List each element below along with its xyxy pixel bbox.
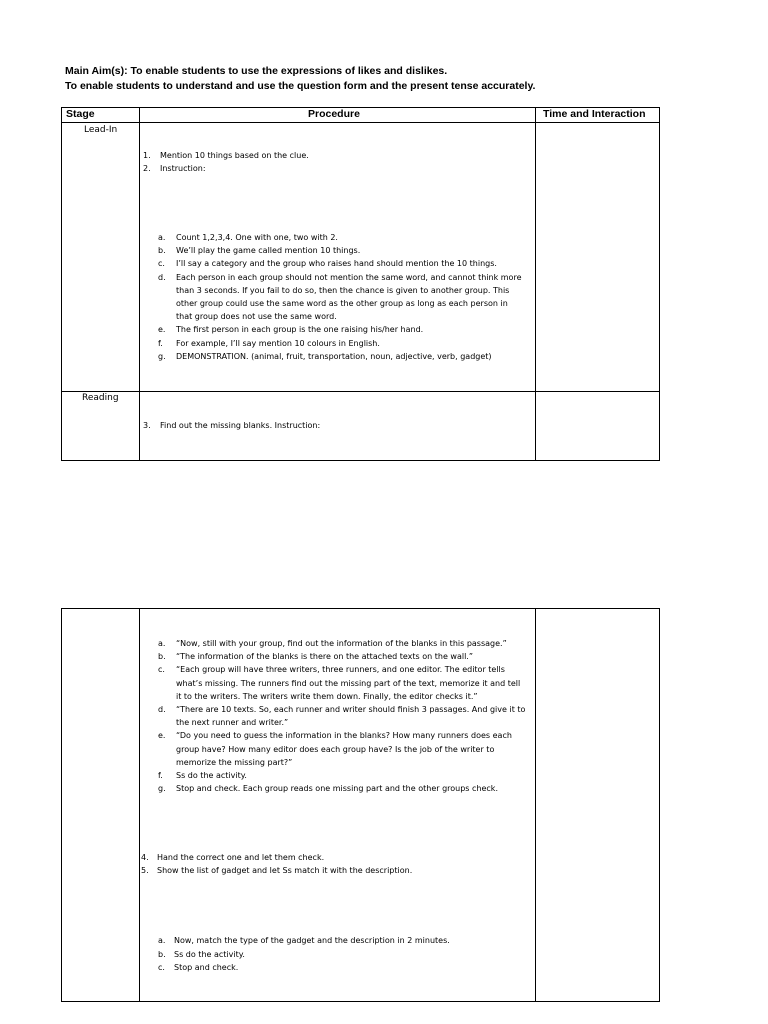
list-text: Mention 10 things based on the clue. — [160, 151, 309, 160]
header-procedure: Procedure — [308, 108, 360, 120]
list-text: “Now, still with your group, find out the information of the blanks in this passage.” — [176, 639, 507, 648]
column-divider — [139, 609, 140, 1001]
column-divider — [535, 609, 536, 1001]
lesson-plan-table — [61, 107, 660, 461]
header-time-interaction: Time and Interaction — [543, 108, 646, 120]
list-text: memorize the missing part?” — [176, 757, 293, 767]
main-aim-line: Main Aim(s): To enable students to use the expressions of likes and dislikes. — [65, 65, 448, 77]
list-marker: a. — [158, 936, 166, 945]
list-marker: g. — [158, 351, 166, 361]
list-marker: e. — [158, 731, 166, 741]
stage-reading: Reading — [82, 393, 119, 403]
list-marker: c. — [158, 665, 165, 675]
list-text: “Do you need to guess the information in the blanks? How many runners does each — [176, 731, 512, 741]
list-text: Each person in each group should not mention the same word, and cannot think more — [176, 272, 522, 282]
secondary-aim-line: To enable students to understand and use the question form and the present tense accurately. — [65, 80, 536, 92]
list-marker: f. — [158, 338, 163, 348]
list-text: Stop and check. Each group reads one missing part and the other groups check. — [176, 784, 498, 794]
list-text: For example, I’ll say mention 10 colours in English. — [176, 338, 380, 348]
list-text: it to the writers. The writers write them down. Finally, the editor checks it.” — [176, 691, 478, 701]
stage-lead-in: Lead-In — [84, 125, 118, 135]
list-marker: 2. — [143, 164, 151, 173]
list-text: “The information of the blanks is there on the attached texts on the wall.” — [176, 652, 473, 662]
list-marker: 1. — [143, 151, 151, 160]
list-text: Instruction: — [160, 164, 206, 173]
list-marker: a. — [158, 639, 166, 648]
header-stage: Stage — [66, 108, 95, 120]
list-marker: g. — [158, 784, 166, 794]
list-text: group have? How many editor does each group have? Is the job of the writer to — [176, 744, 495, 754]
list-marker: f. — [158, 771, 163, 780]
list-text: than 3 seconds. If you fail to do so, then the chance is given to another group. This — [176, 285, 510, 295]
list-marker: b. — [158, 652, 166, 662]
list-text: what’s missing. The runners find out the missing part of the text, memorize it and tell — [176, 678, 521, 688]
list-text: “Each group will have three writers, three runners, and one editor. The editor tells — [176, 665, 505, 675]
list-marker: b. — [158, 949, 166, 959]
list-marker: 3. — [143, 421, 151, 430]
list-text: Show the list of gadget and let Ss match it with the description. — [157, 866, 413, 875]
list-text: Ss do the activity. — [176, 771, 247, 780]
list-marker: d. — [158, 705, 166, 714]
list-text: Now, match the type of the gadget and the description in 2 minutes. — [174, 936, 450, 945]
header-divider — [62, 122, 659, 123]
list-marker: 5. — [141, 866, 149, 875]
list-marker: b. — [158, 246, 166, 256]
column-divider — [535, 108, 536, 460]
list-marker: 4. — [141, 853, 149, 862]
list-text: Count 1,2,3,4. One with one, two with 2. — [176, 233, 338, 242]
list-marker: e. — [158, 325, 166, 335]
column-divider — [139, 108, 140, 460]
lesson-plan-table-continued — [61, 608, 660, 1002]
list-text: Stop and check. — [174, 963, 239, 972]
list-text: Ss do the activity. — [174, 949, 245, 959]
row-divider — [62, 391, 659, 392]
list-text: We’ll play the game called mention 10 things. — [176, 246, 361, 256]
list-text: The first person in each group is the one raising his/her hand. — [176, 325, 424, 335]
list-text: Find out the missing blanks. Instruction: — [160, 421, 321, 430]
list-text: DEMONSTRATION. (animal, fruit, transportation, noun, adjective, verb, gadget) — [176, 351, 492, 361]
list-marker: d. — [158, 272, 166, 282]
list-text: other group could use the same word as the other group as long as each person in — [176, 299, 508, 308]
list-marker: c. — [158, 259, 165, 269]
list-text: the next runner and writer.” — [176, 718, 289, 728]
list-marker: a. — [158, 233, 166, 242]
list-text: that group does not use the same word. — [176, 312, 337, 322]
list-text: “There are 10 texts. So, each runner and writer should finish 3 passages. And give it to — [176, 705, 526, 714]
list-marker: c. — [158, 963, 165, 972]
list-text: Hand the correct one and let them check. — [157, 853, 325, 862]
list-text: I’ll say a category and the group who raises hand should mention the 10 things. — [176, 259, 497, 269]
